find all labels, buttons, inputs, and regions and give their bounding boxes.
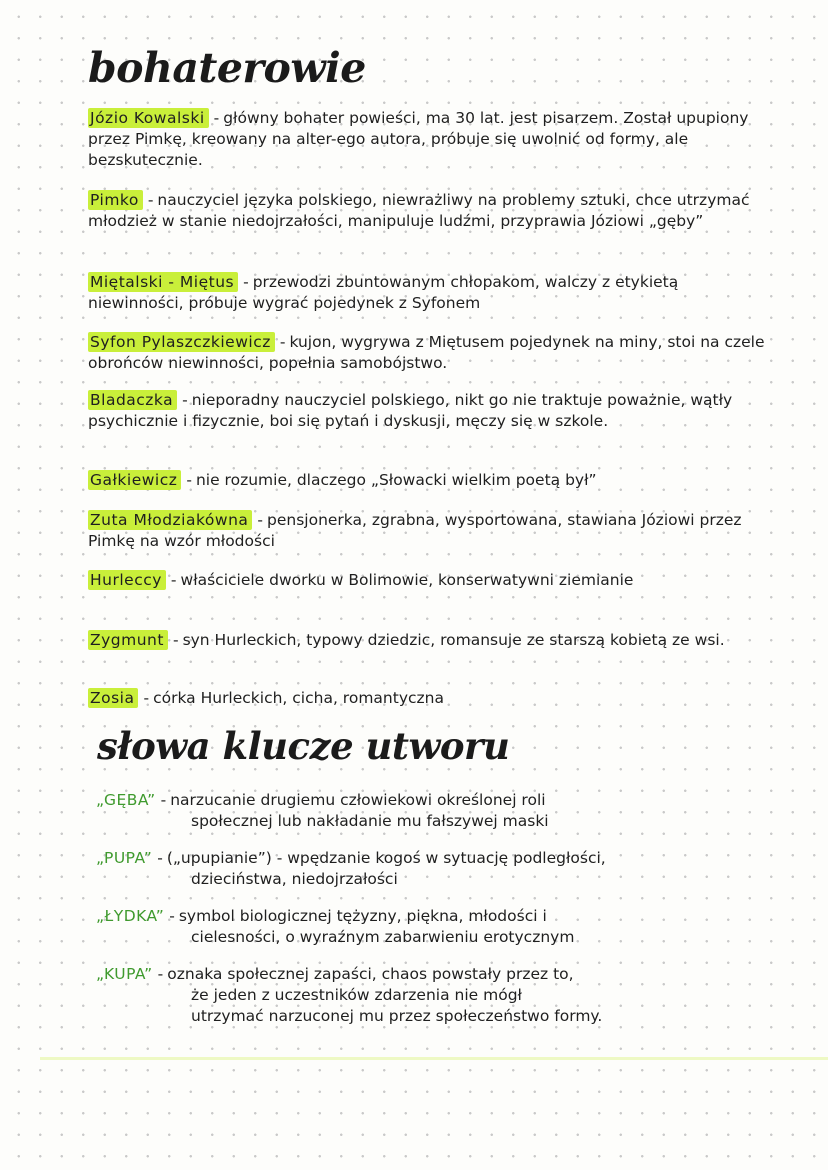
character-name: Pimko (88, 190, 143, 210)
character-entry: Zuta Młodziakówna - pensjonerka, zgrabna, wysportowana, stawiana Józiowi przez Pimkę na wzór młodości (88, 511, 742, 550)
keyword-line: oznaka społecznej zapaści, chaos powstały przez to, (167, 965, 574, 983)
keyword-term: „ŁYDKA” (96, 907, 165, 925)
character-description: nie rozumie, dlaczego „Słowacki wielkim poetą był” (195, 471, 597, 489)
character-entry: Syfon Pylaszczkiewicz - kujon, wygrywa z Miętusem pojedynek na miny, stoi na czele obrońców niewinności, popełnia samobójstwo. (88, 333, 765, 372)
character-description: główny bohater powieści, ma 30 lat. jest pisarzem. Został upupiony przez Pimkę, kreowany na alter-ego autora, próbuje się uwolnić od formy, ale bezskutecznie. (88, 109, 749, 169)
keyword-term: „KUPA” (96, 965, 153, 983)
keyword-line: utrzymać narzuconej mu przez społeczeństwo formy. (191, 1007, 603, 1025)
keyword-line: cielesności, o wyraźnym zabarwieniu erotycznym (191, 928, 575, 946)
character-name: Zygmunt (88, 630, 168, 650)
keyword-entry: „GĘBA” - narzucanie drugiemu człowiekowi określonej roli społecznej lub nakładanie mu fałszywej maski (96, 790, 766, 832)
keyword-entry: „KUPA” - oznaka społecznej zapaści, chaos powstały przez to, że jeden z uczestników zdarzenia nie mógł utrzymać narzuconej mu przez społeczeństwo formy. (96, 964, 766, 1027)
character-description: nieporadny nauczyciel polskiego, nikt go nie traktuje poważnie, wątły psychicznie i fizycznie, boi się pytań i dyskusji, męczy się w szkole. (88, 391, 733, 430)
character-entry: Józio Kowalski - główny bohater powieści, ma 30 lat. jest pisarzem. Został upupiony przez Pimkę, kreowany na alter-ego autora, próbuje się uwolnić od formy, ale bezskutecznie. (88, 109, 749, 169)
character-description: przewodzi zbuntowanym chłopakom, walczy z etykietą niewinności, próbuje wygrać pojedynek z Syfonem (88, 273, 679, 312)
section-title-keywords: słowa klucze utworu (97, 724, 510, 768)
character-name: Syfon Pylaszczkiewicz (88, 332, 275, 352)
keyword-line: („upupianie”) - wpędzanie kogoś w sytuację podległości, (166, 849, 606, 867)
character-entry: Gałkiewicz - nie rozumie, dlaczego „Słowacki wielkim poetą był” (90, 471, 597, 489)
character-entry: Zygmunt - syn Hurleckich, typowy dziedzic, romansuje ze starszą kobietą ze wsi. (90, 631, 725, 649)
character-description: właściciele dworku w Bolimowie, konserwatywni ziemianie (180, 571, 634, 589)
character-name: Hurleccy (88, 570, 166, 590)
section-title-characters: bohaterowie (88, 44, 366, 92)
keyword-line: symbol biologicznej tężyzny, piękna, młodości i (178, 907, 547, 925)
character-entry: Pimko - nauczyciel języka polskiego, niewrażliwy na problemy sztuki, chce utrzymać młodzież w stanie niedojrzałości, manipuluje ludźmi, przyprawia Józiowi „gęby” (88, 191, 750, 230)
character-name: Zuta Młodziakówna (88, 510, 252, 530)
keyword-entry: „PUPA” - („upupianie”) - wpędzanie kogoś w sytuację podległości, dzieciństwa, niedojrzałości (96, 848, 766, 890)
character-entry: Hurleccy - właściciele dworku w Bolimowie, konserwatywni ziemianie (90, 571, 634, 589)
character-name: Gałkiewicz (88, 470, 181, 490)
character-entry: Bladaczka - nieporadny nauczyciel polskiego, nikt go nie traktuje poważnie, wątły psychicznie i fizycznie, boi się pytań i dyskusji, męczy się w szkole. (88, 391, 733, 430)
keyword-line: narzucanie drugiemu człowiekowi określonej roli (170, 791, 546, 809)
keyword-entry: „ŁYDKA” - symbol biologicznej tężyzny, piękna, młodości i cielesności, o wyraźnym zabarwieniu erotycznym (96, 906, 766, 948)
character-name: Józio Kowalski (88, 108, 209, 128)
character-entry: Zosia - córka Hurleckich, cicha, romantyczna (90, 689, 444, 707)
character-description: pensjonerka, zgrabna, wysportowana, stawiana Józiowi przez Pimkę na wzór młodości (88, 511, 742, 550)
keyword-line: że jeden z uczestników zdarzenia nie mógł (191, 986, 522, 1004)
character-description: córka Hurleckich, cicha, romantyczna (153, 689, 444, 707)
page-divider (40, 1057, 828, 1060)
character-description: syn Hurleckich, typowy dziedzic, romansuje ze starszą kobietą ze wsi. (182, 631, 725, 649)
character-name: Miętalski - Miętus (88, 272, 238, 292)
character-entry: Miętalski - Miętus - przewodzi zbuntowanym chłopakom, walczy z etykietą niewinności, próbuje wygrać pojedynek z Syfonem (88, 273, 679, 312)
character-description: nauczyciel języka polskiego, niewrażliwy na problemy sztuki, chce utrzymać młodzież w stanie niedojrzałości, manipuluje ludźmi, przyprawia Józiowi „gęby” (88, 191, 750, 230)
character-name: Zosia (88, 688, 138, 708)
keyword-term: „GĘBA” (96, 791, 156, 809)
character-description: kujon, wygrywa z Miętusem pojedynek na miny, stoi na czele obrońców niewinności, popełnia samobójstwo. (88, 333, 765, 372)
keyword-line: społecznej lub nakładanie mu fałszywej maski (191, 812, 549, 830)
keyword-line: dzieciństwa, niedojrzałości (191, 870, 398, 888)
keyword-term: „PUPA” (96, 849, 153, 867)
character-name: Bladaczka (88, 390, 177, 410)
